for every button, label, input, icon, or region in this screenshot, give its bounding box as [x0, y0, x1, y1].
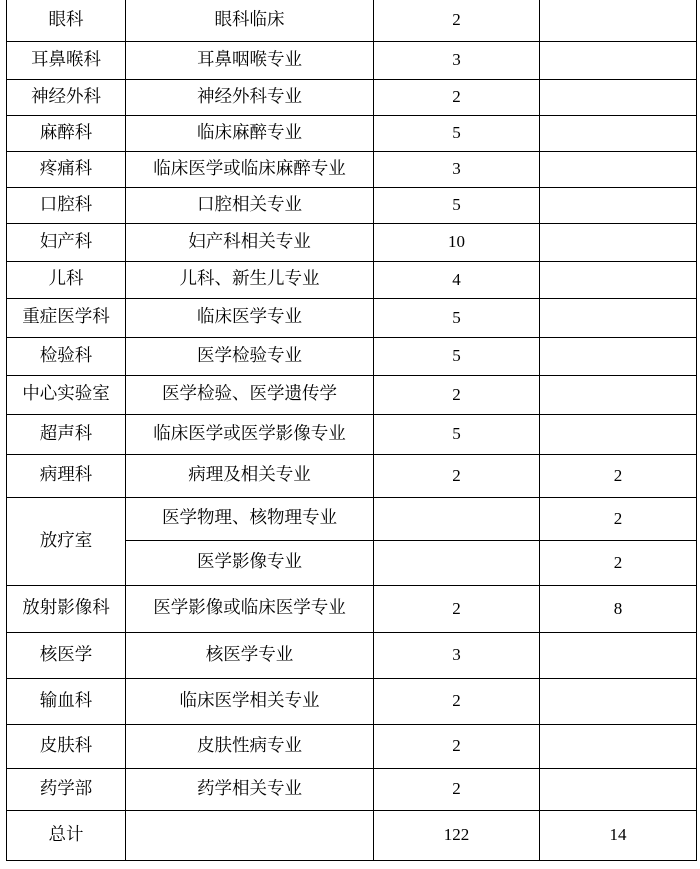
dept-cell: 超声科: [7, 415, 126, 455]
table-row: [7, 299, 697, 338]
table-row: [7, 415, 697, 455]
count-cell: 3: [374, 633, 540, 679]
total-count: 122: [374, 811, 540, 861]
count-cell: 2: [374, 376, 540, 415]
table-row: [7, 80, 697, 116]
count-cell-2: [540, 80, 697, 116]
count-cell-2: [540, 415, 697, 455]
count-cell: 2: [374, 725, 540, 769]
count-cell: 2: [374, 0, 540, 42]
major-cell: 医学影像专业: [126, 541, 374, 586]
dept-cell: 病理科: [7, 455, 126, 498]
count-cell: 5: [374, 188, 540, 224]
count-cell-2: [540, 679, 697, 725]
count-cell-2: [540, 152, 697, 188]
total-major-cell: [126, 811, 374, 861]
count-cell-2: 2: [540, 541, 697, 586]
table-row: [7, 679, 697, 725]
major-cell: 妇产科相关专业: [126, 224, 374, 262]
count-cell-2: [540, 116, 697, 152]
dept-cell: 中心实验室: [7, 376, 126, 415]
count-cell-2: [540, 299, 697, 338]
count-cell-2: [540, 224, 697, 262]
count-cell: 5: [374, 338, 540, 376]
table-row: [7, 152, 697, 188]
total-row: [7, 811, 697, 861]
count-cell: 2: [374, 80, 540, 116]
total-count-2: 14: [540, 811, 697, 861]
dept-cell: 放射影像科: [7, 586, 126, 633]
count-cell: 5: [374, 116, 540, 152]
dept-cell: 核医学: [7, 633, 126, 679]
count-cell: 5: [374, 299, 540, 338]
table-row: [7, 116, 697, 152]
table-row: [7, 188, 697, 224]
table-row: [7, 262, 697, 299]
major-cell: 临床医学相关专业: [126, 679, 374, 725]
count-cell-2: [540, 338, 697, 376]
table-row: [7, 498, 697, 541]
count-cell-2: 2: [540, 455, 697, 498]
dept-cell: 儿科: [7, 262, 126, 299]
table-row: [7, 725, 697, 769]
staffing-table: [6, 0, 697, 861]
major-cell: 病理及相关专业: [126, 455, 374, 498]
table-row: [7, 586, 697, 633]
dept-cell-merged: 放疗室: [7, 498, 126, 586]
count-cell-2: [540, 262, 697, 299]
major-cell: 医学物理、核物理专业: [126, 498, 374, 541]
count-cell: [374, 541, 540, 586]
count-cell: 4: [374, 262, 540, 299]
total-label: 总计: [7, 811, 126, 861]
table-row: [7, 376, 697, 415]
count-cell: 3: [374, 152, 540, 188]
major-cell: 医学检验专业: [126, 338, 374, 376]
dept-cell: 皮肤科: [7, 725, 126, 769]
table-row: [7, 769, 697, 811]
dept-cell: 重症医学科: [7, 299, 126, 338]
table-row: [7, 455, 697, 498]
count-cell: 10: [374, 224, 540, 262]
major-cell: 医学检验、医学遗传学: [126, 376, 374, 415]
count-cell-2: [540, 0, 697, 42]
major-cell: 医学影像或临床医学专业: [126, 586, 374, 633]
dept-cell: 疼痛科: [7, 152, 126, 188]
major-cell: 神经外科专业: [126, 80, 374, 116]
count-cell: 2: [374, 586, 540, 633]
table-row: [7, 0, 697, 42]
count-cell-2: 8: [540, 586, 697, 633]
count-cell-2: [540, 376, 697, 415]
count-cell-2: [540, 42, 697, 80]
dept-cell: 检验科: [7, 338, 126, 376]
table-row: [7, 633, 697, 679]
major-cell: 药学相关专业: [126, 769, 374, 811]
dept-cell: 输血科: [7, 679, 126, 725]
count-cell: 5: [374, 415, 540, 455]
dept-cell: 神经外科: [7, 80, 126, 116]
major-cell: 眼科临床: [126, 0, 374, 42]
major-cell: 耳鼻咽喉专业: [126, 42, 374, 80]
count-cell: 2: [374, 769, 540, 811]
dept-cell: 口腔科: [7, 188, 126, 224]
major-cell: 临床麻醉专业: [126, 116, 374, 152]
major-cell: 临床医学专业: [126, 299, 374, 338]
count-cell-2: [540, 769, 697, 811]
count-cell: 2: [374, 679, 540, 725]
dept-cell: 眼科: [7, 0, 126, 42]
table-row: [7, 42, 697, 80]
major-cell: 皮肤性病专业: [126, 725, 374, 769]
count-cell: 2: [374, 455, 540, 498]
count-cell-2: [540, 188, 697, 224]
count-cell-2: [540, 725, 697, 769]
dept-cell: 麻醉科: [7, 116, 126, 152]
dept-cell: 妇产科: [7, 224, 126, 262]
count-cell: 3: [374, 42, 540, 80]
table-row: [7, 224, 697, 262]
count-cell-2: 2: [540, 498, 697, 541]
major-cell: 临床医学或临床麻醉专业: [126, 152, 374, 188]
count-cell: [374, 498, 540, 541]
dept-cell: 耳鼻喉科: [7, 42, 126, 80]
major-cell: 口腔相关专业: [126, 188, 374, 224]
count-cell-2: [540, 633, 697, 679]
major-cell: 核医学专业: [126, 633, 374, 679]
major-cell: 临床医学或医学影像专业: [126, 415, 374, 455]
table-row: [7, 338, 697, 376]
dept-cell: 药学部: [7, 769, 126, 811]
major-cell: 儿科、新生儿专业: [126, 262, 374, 299]
